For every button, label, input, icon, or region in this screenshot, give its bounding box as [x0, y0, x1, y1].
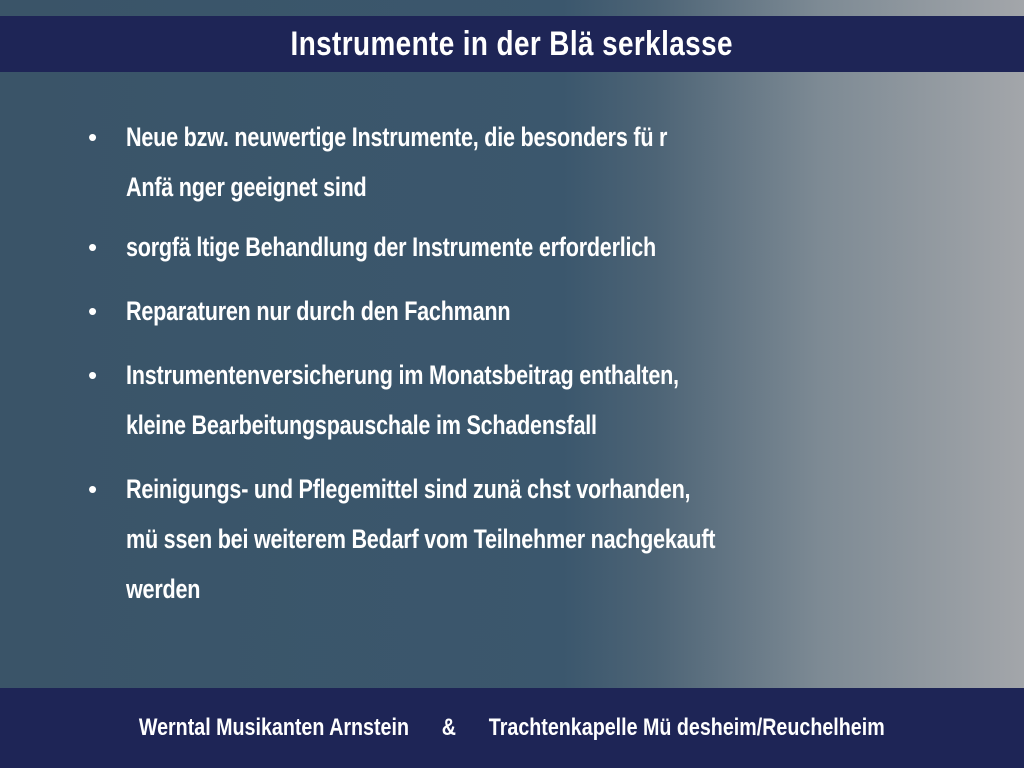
footer-right-band: Trachtenkapelle Mü desheim/Reuchelheim	[489, 714, 885, 741]
bullet-item	[80, 112, 800, 212]
bullet-line: sorgfä ltige Behandlung der Instrumente erforderlich	[126, 232, 656, 262]
bullet-item	[80, 222, 800, 272]
bullet-line: kleine Bearbeitungspauschale im Schadensfall	[126, 410, 597, 440]
bullet-text	[126, 464, 715, 614]
title-bar	[0, 16, 1024, 72]
bullet-text	[126, 222, 656, 272]
footer-left-band: Werntal Musikanten Arnstein	[139, 714, 410, 741]
bullet-dot: •	[88, 122, 98, 152]
bullet-dot: •	[88, 360, 98, 390]
footer-bar	[0, 688, 1024, 768]
bullet-text	[126, 112, 667, 212]
bullet-line: Reparaturen nur durch den Fachmann	[126, 296, 511, 326]
bullet-line: Reinigungs- und Pflegemittel sind zunä chst vorhanden,	[126, 474, 691, 504]
bullet-line: Anfä nger geeignet sind	[126, 172, 367, 202]
bullet-line: mü ssen bei weiterem Bedarf vom Teilnehmer nachgekauft	[126, 524, 716, 554]
slide-title: Instrumente in der Blä serklasse	[290, 24, 734, 63]
bullet-line: werden	[126, 574, 201, 604]
bullet-text	[126, 350, 679, 450]
bullet-item	[80, 464, 800, 614]
bullet-dot: •	[88, 232, 98, 262]
bullet-list	[80, 112, 800, 628]
footer-text	[139, 714, 885, 742]
bullet-dot: •	[88, 474, 98, 504]
footer-separator: &	[441, 714, 457, 741]
bullet-text	[126, 286, 510, 336]
bullet-item	[80, 350, 800, 450]
bullet-line: Instrumentenversicherung im Monatsbeitrag enthalten,	[126, 360, 679, 390]
bullet-line: Neue bzw. neuwertige Instrumente, die besonders fü r	[126, 122, 668, 152]
bullet-item	[80, 286, 800, 336]
top-gradient-strip	[0, 0, 1024, 16]
bullet-dot: •	[88, 296, 98, 326]
